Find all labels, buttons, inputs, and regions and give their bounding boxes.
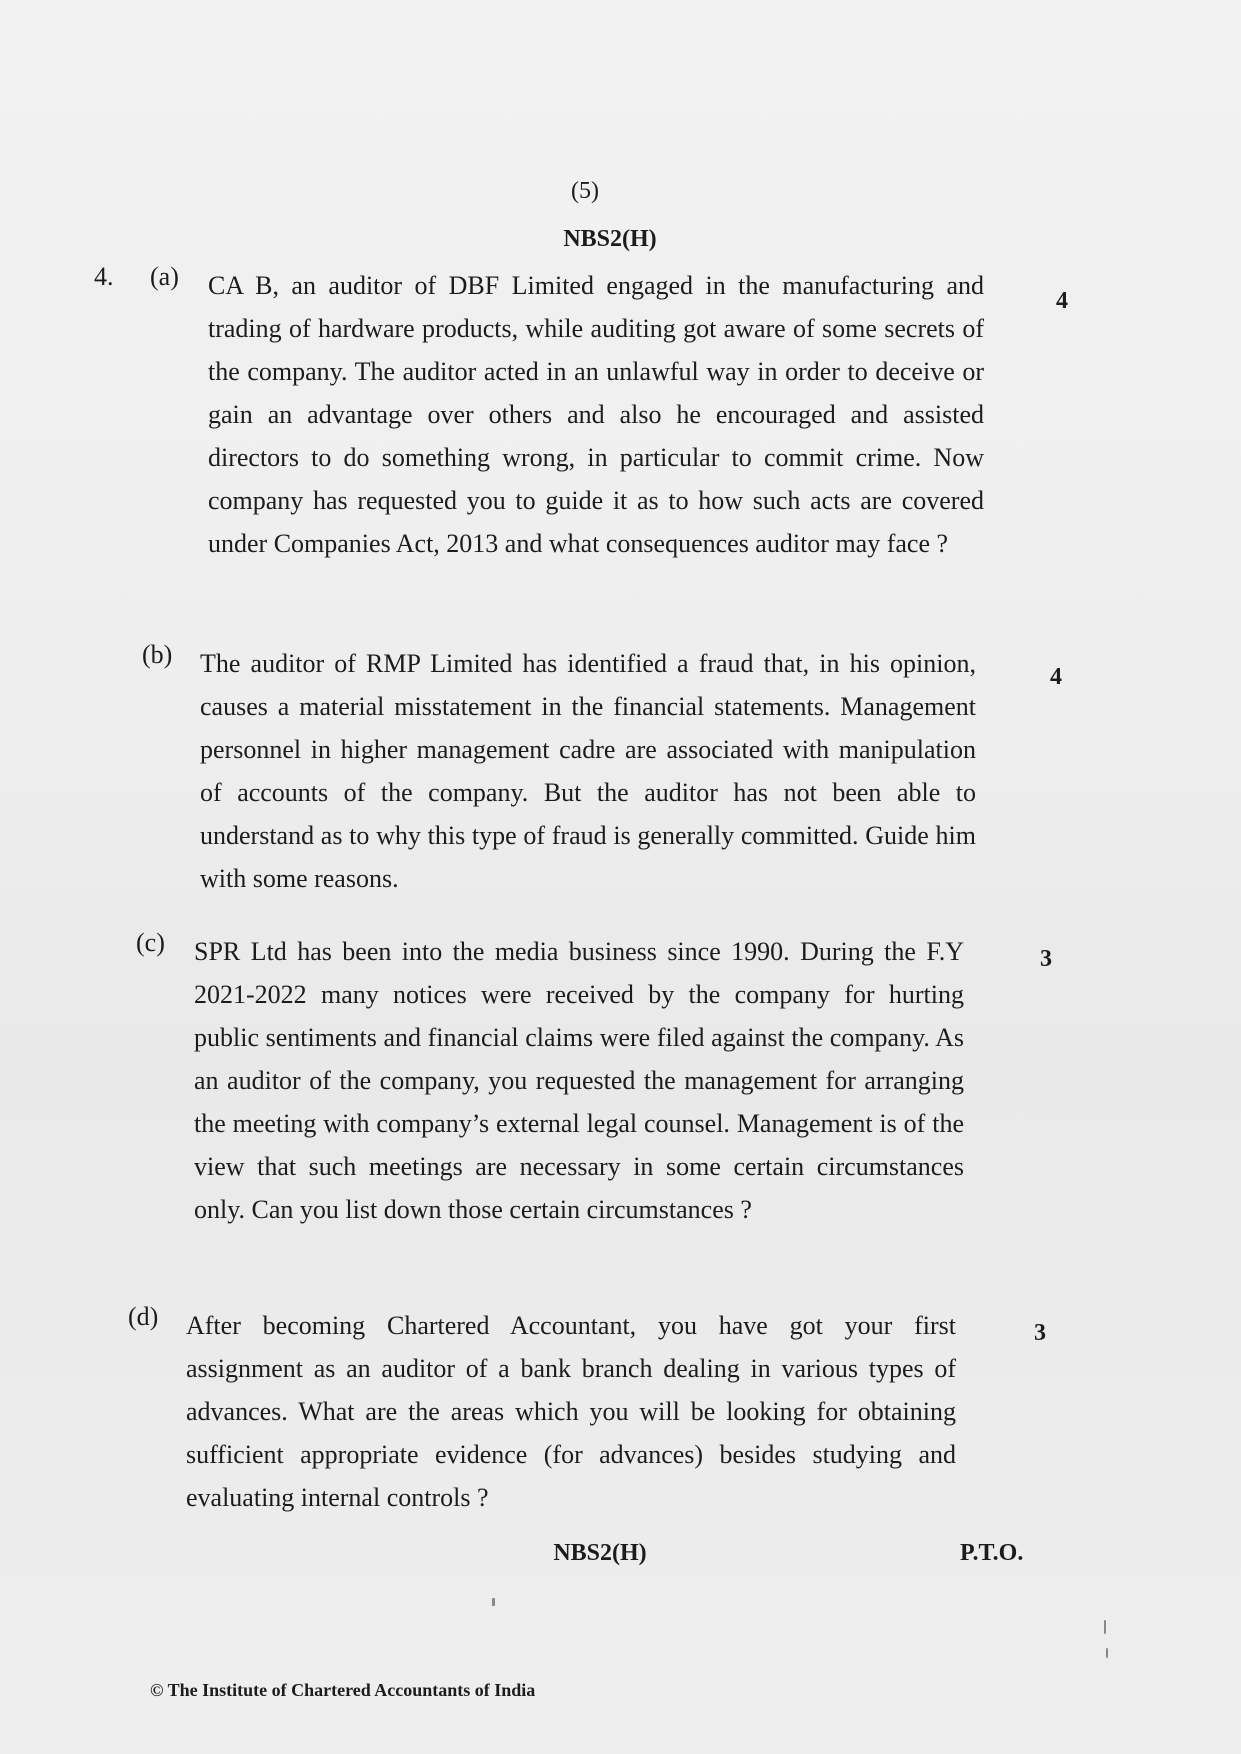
part-d-marks: 3	[1034, 1320, 1046, 1346]
part-b-text: The auditor of RMP Limited has identified a fraud that, in his opinion, causes a material misstatement in the financial statements. Management personnel in higher management cadre are associated with manipulation of accounts of the company. But the auditor has not been able to understand as to why this type of fraud is generally committed. Guide him with some reasons.	[200, 649, 976, 893]
paper-code-header: NBS2(H)	[563, 226, 657, 252]
page-number: (5)	[571, 178, 599, 204]
part-a-label: (a)	[150, 262, 179, 291]
question-number: 4.	[94, 262, 114, 291]
part-a-marks: 4	[1056, 288, 1068, 314]
part-a-text: CA B, an auditor of DBF Limited engaged in the manufacturing and trading of hardware products, while auditing got aware of some secrets of the company. The auditor acted in an unlawful way in order to deceive or gain an advantage over others and also he encouraged and assisted directors to do something wrong, in particular to commit crime. Now company has requested you to guide it as to how such acts are covered under Companies Act, 2013 and what consequences auditor may face ?	[208, 271, 984, 558]
scan-speck	[492, 1598, 495, 1606]
copyright-notice: © The Institute of Chartered Accountants of India	[150, 1680, 536, 1700]
scan-speck	[1106, 1648, 1108, 1658]
part-c-text: SPR Ltd has been into the media business since 1990. During the F.Y 2021-2022 many notices were received by the company for hurting public sentiments and financial claims were filed against the company. As an auditor of the company, you requested the management for arranging the meeting with company’s external legal counsel. Management is of the view that such meetings are necessary in some certain circumstances only. Can you list down those certain circumstances ?	[194, 937, 964, 1224]
part-b-label: (b)	[142, 640, 173, 669]
paper-code-footer: NBS2(H)	[553, 1540, 647, 1566]
scan-speck	[1104, 1620, 1106, 1634]
part-b-marks: 4	[1050, 664, 1062, 690]
part-d-text: After becoming Chartered Accountant, you have got your first assignment as an auditor of a bank branch dealing in various types of advances. What are the areas which you will be looking for obtaining sufficient appropriate evidence (for advances) besides studying and evaluating internal controls ?	[186, 1311, 956, 1512]
part-c-label: (c)	[136, 928, 165, 957]
pto-label: P.T.O.	[960, 1540, 1024, 1566]
part-c-marks: 3	[1040, 946, 1052, 972]
part-d-label: (d)	[128, 1302, 159, 1331]
